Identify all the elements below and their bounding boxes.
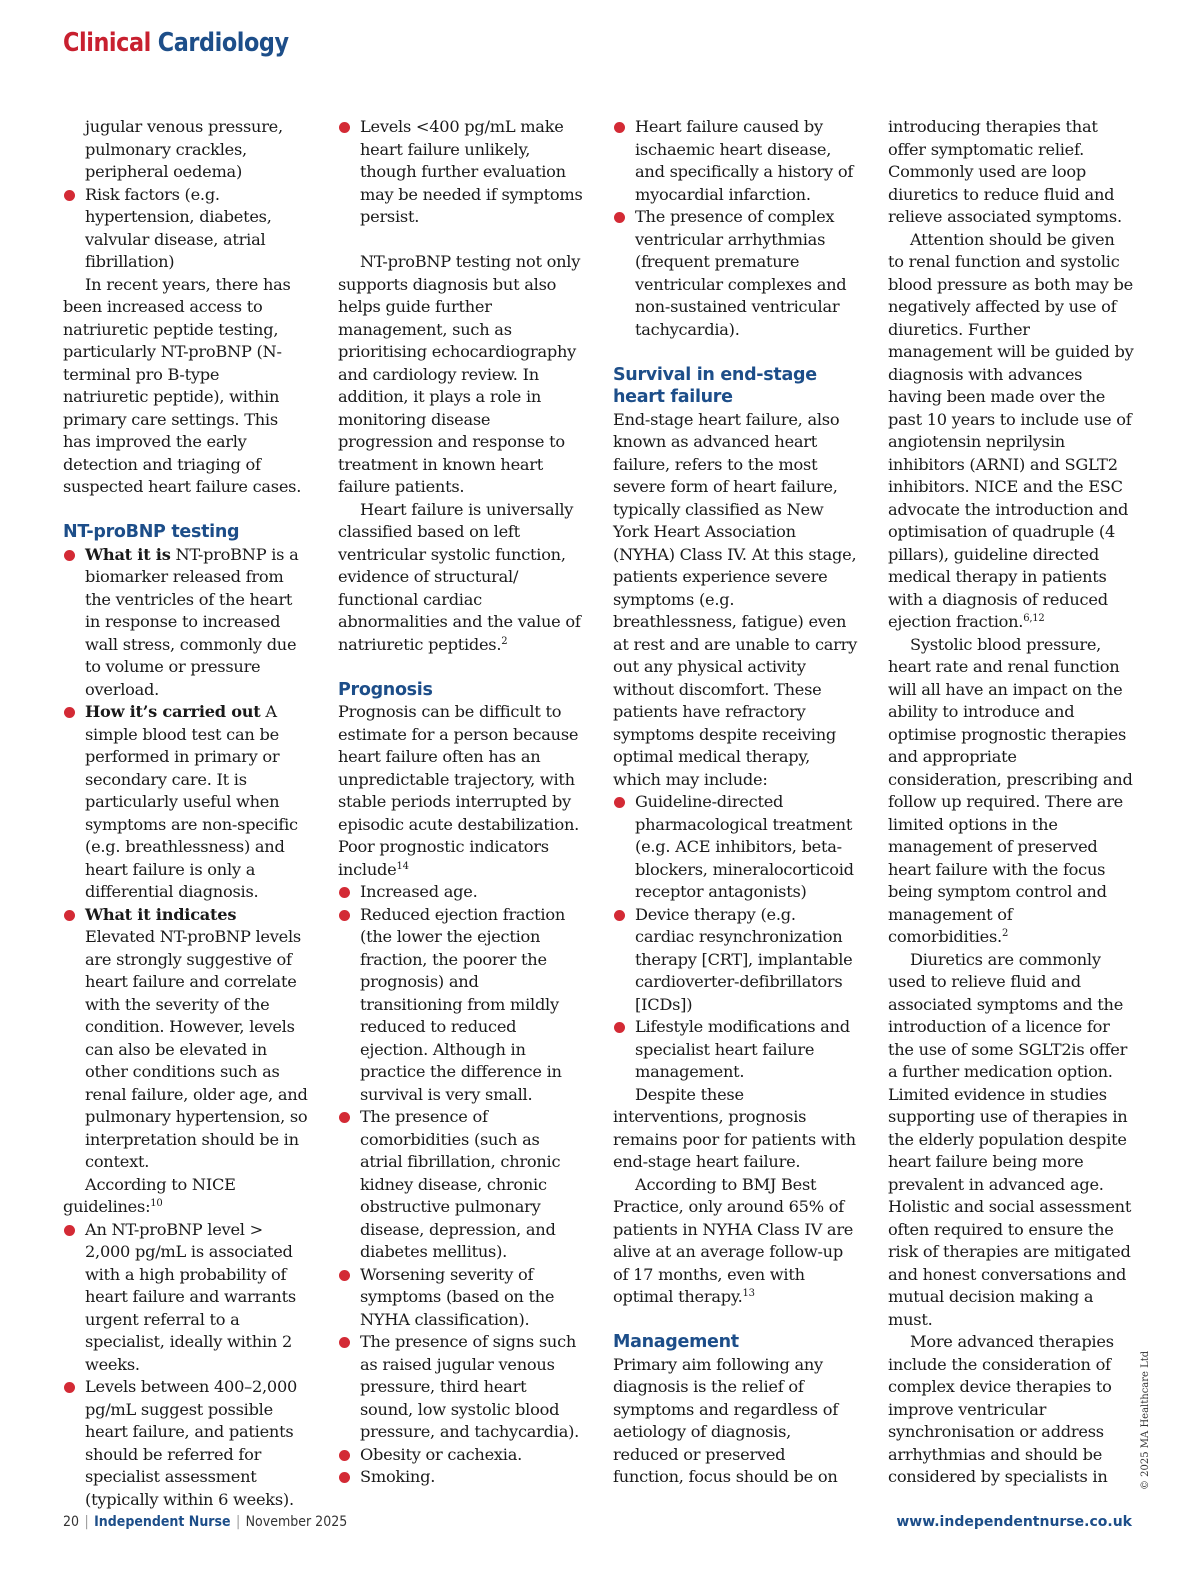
page-number: 20 [63,1514,80,1530]
paragraph-classified [338,499,584,657]
paragraph-text: Heart failure is universally classified based on left ventricular systolic function, evidence of structural/ functional cardiac abnormalities and the value of natriuretic peptides. [338,499,581,654]
heading-management: Management [613,1332,739,1352]
paragraph-despite: Despite these interventions, prognosis remains poor for patients with end-stage heart failure. [613,1084,856,1171]
paragraph-text: According to BMJ Best Practice, only around 65% of patients in NYHA Class IV are alive at an average follow-up of 17 months, even with optimal therapy. [613,1174,854,1306]
bullet-label: How it’s carried out [85,702,261,721]
paragraph-recent-years: In recent years, there has been increased access to natriuretic peptide testing, particularly NT-proBNP (N-terminal pro B-type natriuretic peptide), within primary care settings. This has improved the early detection and triaging of suspected heart failure cases. [63,274,302,496]
section-header-cardiology: Cardiology [157,28,289,58]
bullet-what-it-is [63,544,309,702]
heading-survival: Survival in end-stage heart failure [613,364,817,407]
column-2 [338,116,584,1489]
bullet-therapy: Guideline-directed pharmacological treatment (e.g. ACE inhibitors, beta-blockers, mineralocorticoid receptor antagonists) [613,791,859,904]
bullet-prognostic-indicator: The presence of signs such as raised jugular venous pressure, third heart sound, low systolic blood pressure, and tachycardia). [338,1331,584,1444]
issue-date: November 2025 [245,1514,348,1530]
bullet-text: NT-proBNP is a biomarker released from the ventricles of the heart in response to increased wall stress, commonly due to volume or pressure overload. [85,544,299,699]
bullet-label: What it is [85,544,171,564]
footer-separator: | [235,1514,241,1530]
bullet-prognostic-indicator: Reduced ejection fraction (the lower the ejection fraction, the poorer the prognosis) and transitioning from mildly reduced to reduced ejection. Although in practice the difference in survival is very small. [338,904,584,1107]
paragraph-attention [888,229,1134,634]
bullet-ntprobnp-400-2000: Levels between 400–2,000 pg/mL suggest possible heart failure, and patients should be referred for specialist assessment (typically within 6 weeks). [63,1376,309,1511]
reference-superscript: 13 [742,1288,755,1299]
paragraph-bmj [613,1174,859,1309]
paragraph-systolic [888,634,1134,949]
paragraph-prognosis [338,701,584,881]
bullet-what-it-indicates [63,904,309,1174]
paragraph-text: Systolic blood pressure, heart rate and renal function will all have an impact on the ability to introduce and optimise prognostic therapies and appropriate consideration, prescribing and follow up required. There are limited options in the management of preserved heart failure with the focus being symptom control and management of comorbidities. [888,634,1133,946]
reference-superscript: 2 [1001,928,1009,939]
bullet-levels-under-400: Levels <400 pg/mL make heart failure unlikely, though further evaluation may be needed if symptoms persist. [338,116,584,229]
bullet-prognostic-indicator: Smoking. [338,1466,584,1489]
paragraph-continued: jugular venous pressure, pulmonary crackles, peripheral oedema) [85,117,283,181]
heading-ntprobnp-testing: NT-proBNP testing [63,522,240,542]
column-4 [888,116,1134,1489]
footer-url[interactable]: www.independentnurse.co.uk [896,1514,1132,1530]
bullet-label: What it indicates [85,904,237,924]
bullet-how-carried-out [63,701,309,904]
paragraph-diuretics: Diuretics are commonly used to relieve fluid and associated symptoms and the introduction of a licence for the use of some SGLT2is offer a further medication option. Limited evidence in studies supporting use of therapies in the elderly population despite heart failure being more prevalent in advanced age. Holistic and social assessment often required to ensure the risk of therapies are mitigated and honest conversations and mutual decision making a must. [888,949,1132,1329]
bullet-therapy: Lifestyle modifications and specialist heart failure management. [613,1016,859,1084]
reference-superscript: 10 [150,1198,163,1209]
column-1 [63,116,309,1511]
paragraph-text: Attention should be given to renal function and systolic blood pressure as both may be negatively affected by use of diuretics. Further management will be guided by diagnosis with advances having been made over the past 10 years to include use of angiotensin neprilysin inhibitors (ARNI) and SGLT2 inhibitors. NICE and the ESC advocate the introduction and optimisation of quadruple (4 pillars), guideline directed medical therapy in patients with a diagnosis of reduced ejection fraction. [888,229,1134,631]
reference-superscript: 6,12 [1023,613,1045,624]
footer-left [63,1514,347,1530]
bullet-risk-factors: Risk factors (e.g. hypertension, diabetes, valvular disease, atrial fibrillation) [63,184,309,274]
paragraph-nice [63,1174,309,1219]
copyright-notice: © 2025 MA Healthcare Ltd [1140,1350,1151,1490]
section-header-clinical: Clinical [63,28,151,58]
paragraph-text: According to NICE guidelines: [63,1174,236,1216]
magazine-name: Independent Nurse [94,1514,231,1530]
bullet-prognostic-indicator: Worsening severity of symptoms (based on the NYHA classification). [338,1264,584,1332]
bullet-prognostic-indicator: Obesity or cachexia. [338,1444,584,1467]
section-header [63,28,289,58]
bullet-text: A simple blood test can be performed in primary or secondary care. It is particularly useful when symptoms are non-specific (e.g. breathlessness) and heart failure is only a differential diagnosis. [85,702,298,901]
bullet-ischaemic: Heart failure caused by ischaemic heart disease, and specifically a history of myocardial infarction. [613,116,859,206]
paragraph-not-only: NT-proBNP testing not only supports diagnosis but also helps guide further management, such as prioritising echocardiography and cardiology review. In addition, it plays a role in monitoring disease progression and response to treatment in known heart failure patients. [338,252,581,496]
bullet-text: Elevated NT-proBNP levels are strongly suggestive of heart failure and correlate with the severity of the condition. However, levels can also be elevated in other conditions such as renal failure, older age, and pulmonary hypertension, so interpretation should be in context. [85,927,308,1171]
bullet-prognostic-indicator: The presence of comorbidities (such as atrial fibrillation, chronic kidney disease, chronic obstructive pulmonary disease, depression, and diabetes mellitus). [338,1106,584,1264]
paragraph-management: Primary aim following any diagnosis is the relief of symptoms and regardless of aetiology of diagnosis, reduced or preserved function, focus should be on [613,1354,838,1486]
bullet-arrhythmias: The presence of complex ventricular arrhythmias (frequent premature ventricular complexes and non-sustained ventricular tachycardia). [613,206,859,341]
bullet-therapy: Device therapy (e.g. cardiac resynchronization therapy [CRT], implantable cardioverter-defibrillators [ICDs]) [613,904,859,1017]
paragraph-end-stage: End-stage heart failure, also known as advanced heart failure, refers to the most severe form of heart failure, typically classified as New York Heart Association (NYHA) Class IV. At this stage, patients experience severe symptoms (e.g. breathlessness, fatigue) even at rest and are unable to carry out any physical activity without discomfort. These patients have refractory symptoms despite receiving optimal medical therapy, which may include: [613,409,858,789]
paragraph-advanced: More advanced therapies include the consideration of complex device therapies to improve ventricular synchronisation or address arrhythmias and should be considered by specialists in [888,1332,1114,1486]
paragraph-text: Prognosis can be difficult to estimate for a person because heart failure often has an unpredictable trajectory, with stable periods interrupted by episodic acute destabilization. Poor prognostic indicators include [338,702,580,879]
paragraph-introducing: introducing therapies that offer symptomatic relief. Commonly used are loop diuretics to reduce fluid and relieve associated symptoms. [888,117,1122,226]
bullet-prognostic-indicator: Increased age. [338,881,584,904]
heading-prognosis: Prognosis [338,679,433,700]
column-3 [613,116,859,1489]
reference-superscript: 14 [396,860,409,872]
footer-separator: | [84,1514,89,1530]
reference-superscript: 2 [501,635,508,647]
bullet-ntprobnp-2000: An NT-proBNP level > 2,000 pg/mL is associated with a high probability of heart failure and warrants urgent referral to a specialist, ideally within 2 weeks. [63,1219,309,1377]
